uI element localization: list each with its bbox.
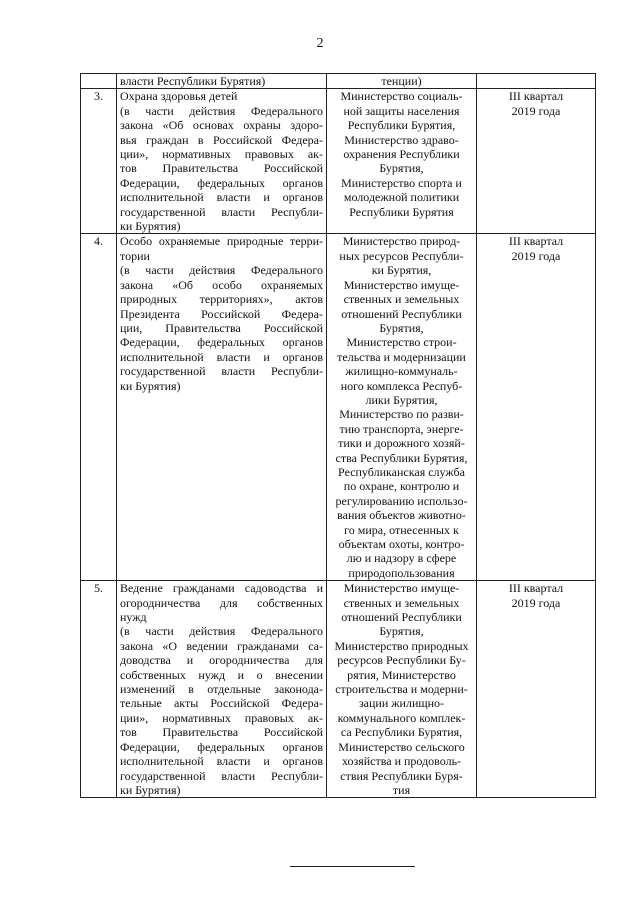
ministry-cell-line: са Республики Бурятия, <box>340 725 463 740</box>
ministry-cell-line: Министерство сельского <box>338 739 465 754</box>
ministry-cell-line: Министерство имуще- <box>343 581 460 596</box>
subject-cell-line: государственной власти Республи- <box>120 768 323 783</box>
ministry-cell-line: ного комплекса Респуб- <box>340 378 463 393</box>
subject-cell-line: закона «Об основах охраны здоро- <box>120 118 323 133</box>
ministry-cell-line: лики Бурятия, <box>365 392 438 407</box>
ministry-cell-line: го мира, отнесенных к <box>344 522 459 537</box>
subject-cell-line: Охрана здоровья детей <box>120 89 238 104</box>
subject-cell-line: (в части действия Федерального <box>120 103 323 118</box>
ministry-cell-line: Бурятия, <box>379 320 424 335</box>
ministry-cell-line: ной защиты населения <box>343 103 460 118</box>
ministry-cell-line: тики и дорожного хозяй- <box>338 436 465 451</box>
ministry-cell-line: отношений Республики <box>341 306 462 321</box>
subject-cell-line: государственной власти Республи- <box>120 364 323 379</box>
term-cell-line: 2019 года <box>511 248 561 263</box>
subject-cell-line: Федерации, федеральных органов <box>120 739 323 754</box>
ministry-cell-line: охранения Республики <box>343 147 460 162</box>
ministry-cell-line: Республики Бурятия <box>349 204 454 219</box>
ministry-cell-line: отношений Республики <box>341 610 462 625</box>
ministry-cell-line: Министерство здраво- <box>344 132 459 147</box>
ministry-cell-line: ства Республики Бурятия, <box>335 450 468 465</box>
subject-cell-line: нужд <box>120 610 147 625</box>
subject-cell-line: ции, Правительства Российской <box>120 320 323 335</box>
term-cell-line: 2019 года <box>511 595 561 610</box>
ministry-cell-line: тельства и модернизации <box>337 349 466 364</box>
ministry-cell-line: Министерство по разви- <box>339 407 464 422</box>
page-number: 2 <box>316 36 324 51</box>
ministry-cell-line: зации жилищно- <box>358 696 445 711</box>
ministry-cell-line: объектам охоты, контро- <box>338 537 465 551</box>
subject-cell-line: Федерации, федеральных органов <box>120 175 323 190</box>
row-number <box>81 74 117 89</box>
subject-cell-line: (в части действия Федерального <box>120 624 323 639</box>
subject-cell-line: ции», нормативных правовых ак- <box>120 710 323 725</box>
ministry-cell-line: коммунального комплек- <box>337 710 466 725</box>
subject-cell-line: тельные акты Российской Федера- <box>120 696 323 711</box>
term-cell <box>477 234 596 581</box>
table-row <box>81 581 596 798</box>
term-cell-line: III квартал <box>508 89 564 104</box>
row-number: 3. <box>81 89 117 234</box>
table-row-continuation <box>81 74 596 89</box>
subject-cell <box>117 74 327 89</box>
subject-cell-line: ции», нормативных правовых ак- <box>120 147 323 162</box>
ministry-cell-line: вания объектов животно- <box>337 508 466 523</box>
ministry-cell-line: Министерство имуще- <box>343 277 460 292</box>
row-number: 4. <box>81 234 117 581</box>
subject-cell-line: изменений в отдельные законода- <box>120 682 323 697</box>
term-cell-line: III квартал <box>508 234 564 249</box>
subject-cell <box>117 234 327 581</box>
ministry-cell-line: жилищно-коммуналь- <box>345 364 458 379</box>
ministry-cell-line: ных ресурсов Республи- <box>339 248 464 263</box>
subject-cell-line: ки Бурятия) <box>120 378 181 393</box>
ministry-cell-line: хозяйства и продоволь- <box>341 754 462 769</box>
term-cell-line: III квартал <box>508 581 564 596</box>
subject-cell-line: Ведение гражданами садоводства и <box>120 581 323 596</box>
ministry-cell-line: по охране, контролю и <box>343 479 460 494</box>
ministry-cell-line: ственных и земельных <box>343 292 460 307</box>
ministry-cell-line: Министерство природ- <box>342 234 461 249</box>
ministry-cell-line: тенции) <box>381 74 422 88</box>
ministry-cell <box>327 74 477 89</box>
ministry-cell-line: Бурятия, <box>379 624 424 639</box>
subject-cell-line: природных территориях», актов <box>120 292 323 307</box>
subject-cell-line: тории <box>120 248 150 263</box>
subject-cell-line: государственной власти Республи- <box>120 204 323 219</box>
ministry-cell-line: Республики Бурятия, <box>347 118 456 133</box>
ministry-cell-line: Министерство природных <box>334 638 469 653</box>
subject-cell <box>117 581 327 798</box>
subject-cell-line: тов Правительства Российской <box>120 725 323 740</box>
ministry-cell-line: Министерство спорта и <box>341 175 462 190</box>
subject-cell-line: огородничества для собственных <box>120 595 323 610</box>
ministry-cell-line: рятия, Министерство <box>347 667 456 682</box>
subject-cell <box>117 89 327 234</box>
subject-cell-line: вья граждан в Российской Федера- <box>120 132 323 147</box>
subject-cell-line: (в части действия Федерального <box>120 263 323 278</box>
row-number: 5. <box>81 581 117 798</box>
subject-cell-line: власти Республики Бурятия) <box>120 74 266 88</box>
ministry-cell-line: регулированию использо- <box>335 493 468 508</box>
footer-rule <box>290 866 415 867</box>
ministry-cell-line: Министерство социаль- <box>340 89 463 104</box>
ministry-cell-line: лю и надзору в сфере <box>346 551 457 566</box>
ministry-cell-line: Министерство строи- <box>346 335 457 350</box>
ministry-cell <box>327 581 477 798</box>
subject-cell-line: Президента Российской Федера- <box>120 306 323 321</box>
subject-cell-line: собственных нужд и о внесении <box>120 667 323 682</box>
ministry-cell-line: Бурятия, <box>379 161 424 176</box>
table-row <box>81 89 596 234</box>
subject-cell-line: исполнительной власти и органов <box>120 190 323 205</box>
ministry-cell-line: ствия Республики Буря- <box>340 768 463 783</box>
subject-cell-line: Особо охраняемые природные терри- <box>120 234 323 249</box>
subject-cell-line: доводства и огородничества для <box>120 653 323 668</box>
ministry-cell <box>327 234 477 581</box>
subject-cell-line: тов Правительства Российской <box>120 161 323 176</box>
ministry-cell-line: ственных и земельных <box>343 595 460 610</box>
ministry-cell <box>327 89 477 234</box>
ministry-cell-line: тию транспорта, энерге- <box>339 421 464 436</box>
ministry-cell-line: природопользования <box>348 565 455 580</box>
ministry-cell-line: ки Бурятия, <box>371 263 432 278</box>
ministry-cell-line: Республиканская служба <box>338 464 465 479</box>
ministry-cell-line: тия <box>392 782 411 797</box>
subject-cell-line: ки Бурятия) <box>120 782 181 797</box>
term-cell <box>477 74 596 89</box>
table-row <box>81 234 596 581</box>
term-cell <box>477 581 596 798</box>
ministry-cell-line: строительства и модерни- <box>335 682 468 697</box>
term-cell-line: 2019 года <box>511 103 561 118</box>
coordination-table <box>80 73 596 798</box>
subject-cell-line: ки Бурятия) <box>120 219 181 234</box>
subject-cell-line: закона «О ведении гражданами са- <box>120 638 323 653</box>
term-cell <box>477 89 596 234</box>
ministry-cell-line: молодежной политики <box>343 190 460 205</box>
ministry-cell-line: ресурсов Республики Бу- <box>337 653 466 668</box>
subject-cell-line: Федерации, федеральных органов <box>120 335 323 350</box>
subject-cell-line: закона «Об особо охраняемых <box>120 277 323 292</box>
subject-cell-line: исполнительной власти и органов <box>120 754 323 769</box>
subject-cell-line: исполнительной власти и органов <box>120 349 323 364</box>
